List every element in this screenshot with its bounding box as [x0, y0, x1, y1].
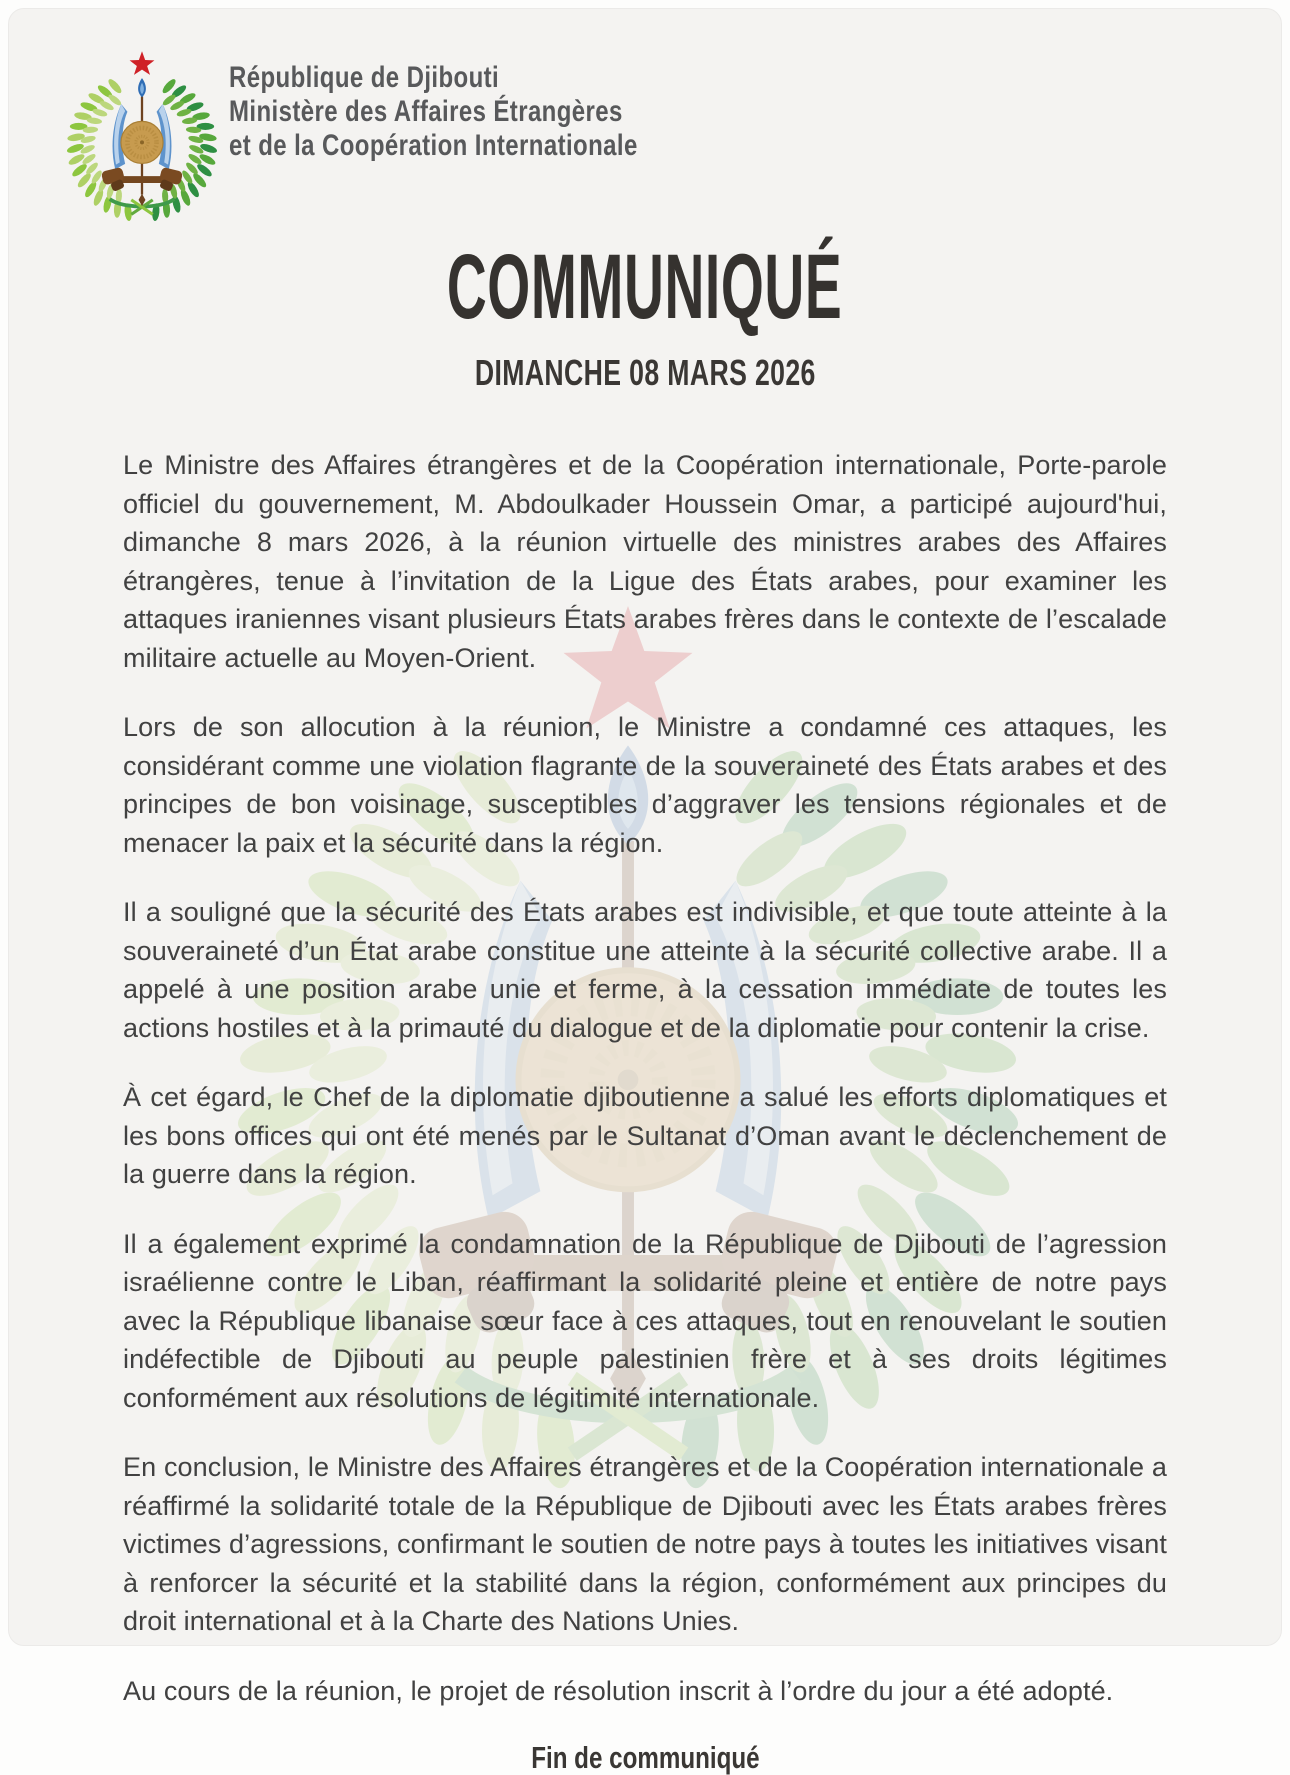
djibouti-coat-of-arms-icon: [65, 49, 219, 219]
org-name-line: Ministère des Affaires Étrangères: [229, 95, 623, 128]
fin-de-communique: Fin de communiqué: [530, 1740, 760, 1775]
org-name-line: République de Djibouti: [229, 61, 500, 94]
communique-body: [123, 446, 1167, 1710]
letterhead: [9, 9, 1281, 219]
paragraph: À cet égard, le Chef de la diplomatie djiboutienne a salué les efforts diplomatiques et les bons offices qui ont été menés par le Sultanat d’Oman avant le déclenchement de la guerre dans la région.: [123, 1082, 1167, 1190]
paragraph: En conclusion, le Ministre des Affaires étrangères et de la Coopération internationale a réaffirmé la solidarité totale de la République de Djibouti avec les États arabes frères victimes d’agressions, confirmant le soutien de notre pays à toutes les initiatives visant à renforcer la sécurité et la stabilité dans la région, conformément aux principes du droit international et à la Charte des Nations Unies.: [123, 1452, 1167, 1637]
org-name: [229, 49, 740, 163]
paragraph: Lors de son allocution à la réunion, le Ministre a condamné ces attaques, les considérant comme une violation flagrante de la souveraineté des États arabes et des principes de bon voisinage, susceptibles d’aggraver les tensions régionales et de menacer la paix et la sécurité dans la région.: [123, 712, 1167, 858]
paragraph: Le Ministre des Affaires étrangères et de la Coopération internationale, Porte-parole officiel du gouvernement, M. Abdoulkader Houssein Omar, a participé aujourd'hui, dimanche 8 mars 2026, à la réunion virtuelle des ministres arabes des Affaires étrangères, tenue à l’invitation de la Ligue des États arabes, pour examiner les attaques iraniennes visant plusieurs États arabes frères dans le contexte de l’escalade militaire actuelle au Moyen-Orient.: [123, 450, 1167, 673]
paragraph: Au cours de la réunion, le projet de résolution inscrit à l’ordre du jour a été adopté.: [123, 1675, 1114, 1706]
paragraph: Il a souligné que la sécurité des États arabes est indivisible, et que toute atteinte à la souveraineté d’un État arabe constitue une atteinte à la sécurité collective arabe. Il a appelé à une position arabe unie et ferme, à la cessation immédiate de toutes les actions hostiles et à la primauté du dialogue et de la diplomatie pour contenir la crise.: [123, 897, 1167, 1043]
paragraph: Il a également exprimé la condamnation de la République de Djibouti de l’agression israélienne contre le Liban, réaffirmant la solidarité pleine et entière de notre pays avec la République libanaise sœur face à ces attaques, tout en renouvelant le soutien indéfectible de Djibouti au peuple palestinien frère et à ses droits légitimes conformément aux résolutions de légitimité internationale.: [123, 1228, 1167, 1413]
communique-date: DIMANCHE 08 MARS 2026: [474, 352, 816, 394]
communique-title: COMMUNIQUÉ: [447, 236, 843, 338]
org-name-line: et de la Coopération Internationale: [229, 129, 638, 162]
communique-page: [8, 8, 1282, 1775]
